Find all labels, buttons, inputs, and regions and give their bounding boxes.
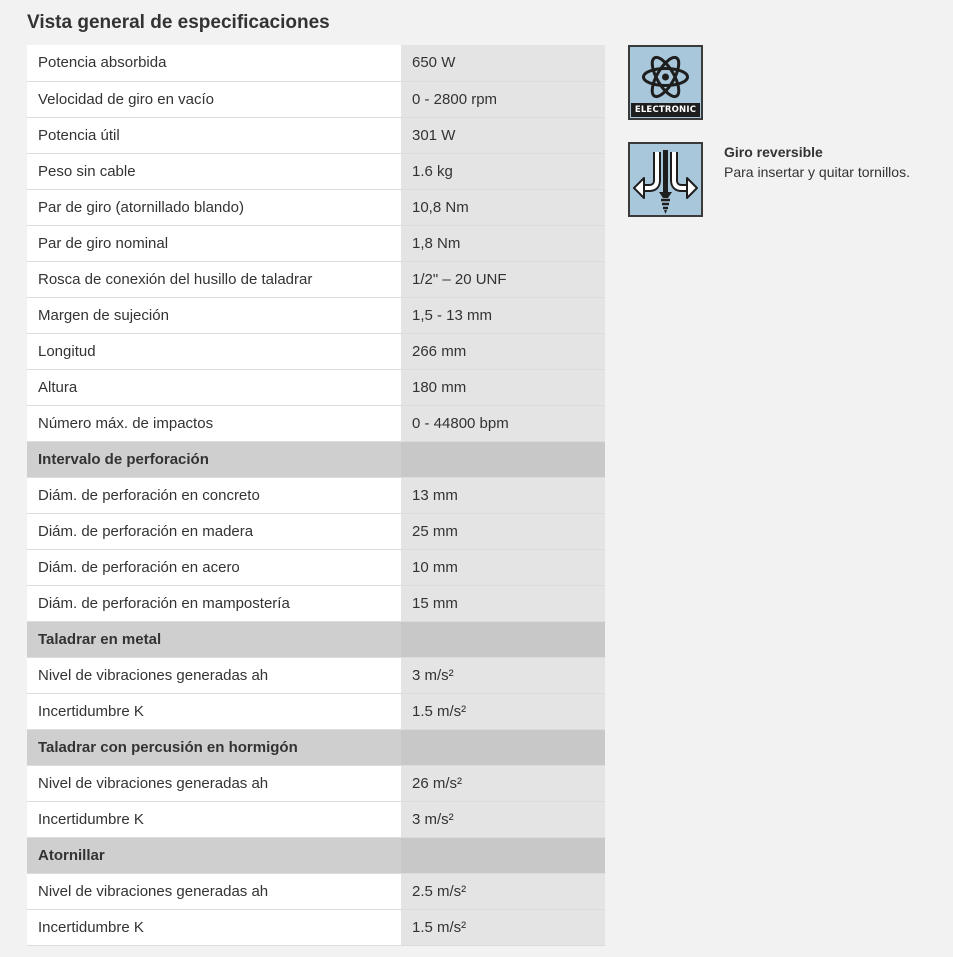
section-title: Atornillar	[27, 837, 401, 873]
reverse-arrows-icon	[630, 144, 701, 215]
section-title: Taladrar en metal	[27, 621, 401, 657]
spec-value: 301 W	[401, 117, 605, 153]
spec-label: Incertidumbre K	[27, 801, 401, 837]
reverse-rotation-icon	[628, 142, 703, 217]
spec-label: Nivel de vibraciones generadas ah	[27, 657, 401, 693]
spec-label: Potencia útil	[27, 117, 401, 153]
spec-row	[27, 657, 605, 693]
spec-value: 25 mm	[401, 513, 605, 549]
reversible-feature	[724, 144, 949, 180]
page-title: Vista general de especificaciones	[27, 12, 330, 33]
spec-value: 1,5 - 13 mm	[401, 297, 605, 333]
spec-label: Diám. de perforación en acero	[27, 549, 401, 585]
spec-label: Par de giro (atornillado blando)	[27, 189, 401, 225]
spec-row	[27, 693, 605, 729]
spec-value: 1.6 kg	[401, 153, 605, 189]
spec-row	[27, 873, 605, 909]
spec-row	[27, 549, 605, 585]
section-value	[401, 729, 605, 765]
spec-value: 0 - 2800 rpm	[401, 81, 605, 117]
section-header-row	[27, 729, 605, 765]
spec-label: Par de giro nominal	[27, 225, 401, 261]
spec-value: 1,8 Nm	[401, 225, 605, 261]
spec-row	[27, 297, 605, 333]
spec-label: Diám. de perforación en concreto	[27, 477, 401, 513]
spec-row	[27, 801, 605, 837]
spec-row	[27, 585, 605, 621]
spec-value: 3 m/s²	[401, 657, 605, 693]
section-header-row	[27, 837, 605, 873]
spec-row	[27, 153, 605, 189]
spec-value: 1.5 m/s²	[401, 909, 605, 945]
spec-label: Margen de sujeción	[27, 297, 401, 333]
spec-label: Rosca de conexión del husillo de taladrar	[27, 261, 401, 297]
spec-value: 3 m/s²	[401, 801, 605, 837]
feature-title: Giro reversible	[724, 144, 823, 160]
section-title: Taladrar con percusión en hormigón	[27, 729, 401, 765]
spec-row	[27, 189, 605, 225]
spec-label: Nivel de vibraciones generadas ah	[27, 765, 401, 801]
spec-row	[27, 369, 605, 405]
spec-value: 1.5 m/s²	[401, 693, 605, 729]
section-value	[401, 441, 605, 477]
section-title: Intervalo de perforación	[27, 441, 401, 477]
spec-label: Potencia absorbida	[27, 45, 401, 81]
spec-label: Incertidumbre K	[27, 909, 401, 945]
spec-label: Diám. de perforación en madera	[27, 513, 401, 549]
spec-value: 13 mm	[401, 477, 605, 513]
electronic-badge	[628, 45, 703, 120]
spec-row	[27, 261, 605, 297]
spec-value: 2.5 m/s²	[401, 873, 605, 909]
spec-row	[27, 765, 605, 801]
spec-label: Número máx. de impactos	[27, 405, 401, 441]
section-header-row	[27, 621, 605, 657]
spec-label: Incertidumbre K	[27, 693, 401, 729]
spec-label: Longitud	[27, 333, 401, 369]
spec-value: 650 W	[401, 45, 605, 81]
spec-value: 180 mm	[401, 369, 605, 405]
section-value	[401, 837, 605, 873]
spec-label: Velocidad de giro en vacío	[27, 81, 401, 117]
electronic-label: ELECTRONIC	[631, 103, 700, 117]
spec-value: 10 mm	[401, 549, 605, 585]
atom-icon	[630, 47, 701, 103]
feature-description: Para insertar y quitar tornillos.	[724, 164, 910, 180]
spec-label: Nivel de vibraciones generadas ah	[27, 873, 401, 909]
spec-row	[27, 81, 605, 117]
section-header-row	[27, 441, 605, 477]
spec-value: 10,8 Nm	[401, 189, 605, 225]
spec-row	[27, 45, 605, 81]
spec-value: 0 - 44800 bpm	[401, 405, 605, 441]
spec-row	[27, 225, 605, 261]
section-value	[401, 621, 605, 657]
spec-value: 1/2" – 20 UNF	[401, 261, 605, 297]
spec-table-body	[27, 45, 605, 945]
spec-row	[27, 333, 605, 369]
spec-row	[27, 513, 605, 549]
spec-value: 266 mm	[401, 333, 605, 369]
spec-label: Altura	[27, 369, 401, 405]
spec-row	[27, 477, 605, 513]
spec-label: Diám. de perforación en mampostería	[27, 585, 401, 621]
spec-row	[27, 909, 605, 945]
spec-row	[27, 117, 605, 153]
spec-table	[27, 45, 605, 946]
spec-row	[27, 405, 605, 441]
spec-value: 15 mm	[401, 585, 605, 621]
spec-label: Peso sin cable	[27, 153, 401, 189]
spec-value: 26 m/s²	[401, 765, 605, 801]
